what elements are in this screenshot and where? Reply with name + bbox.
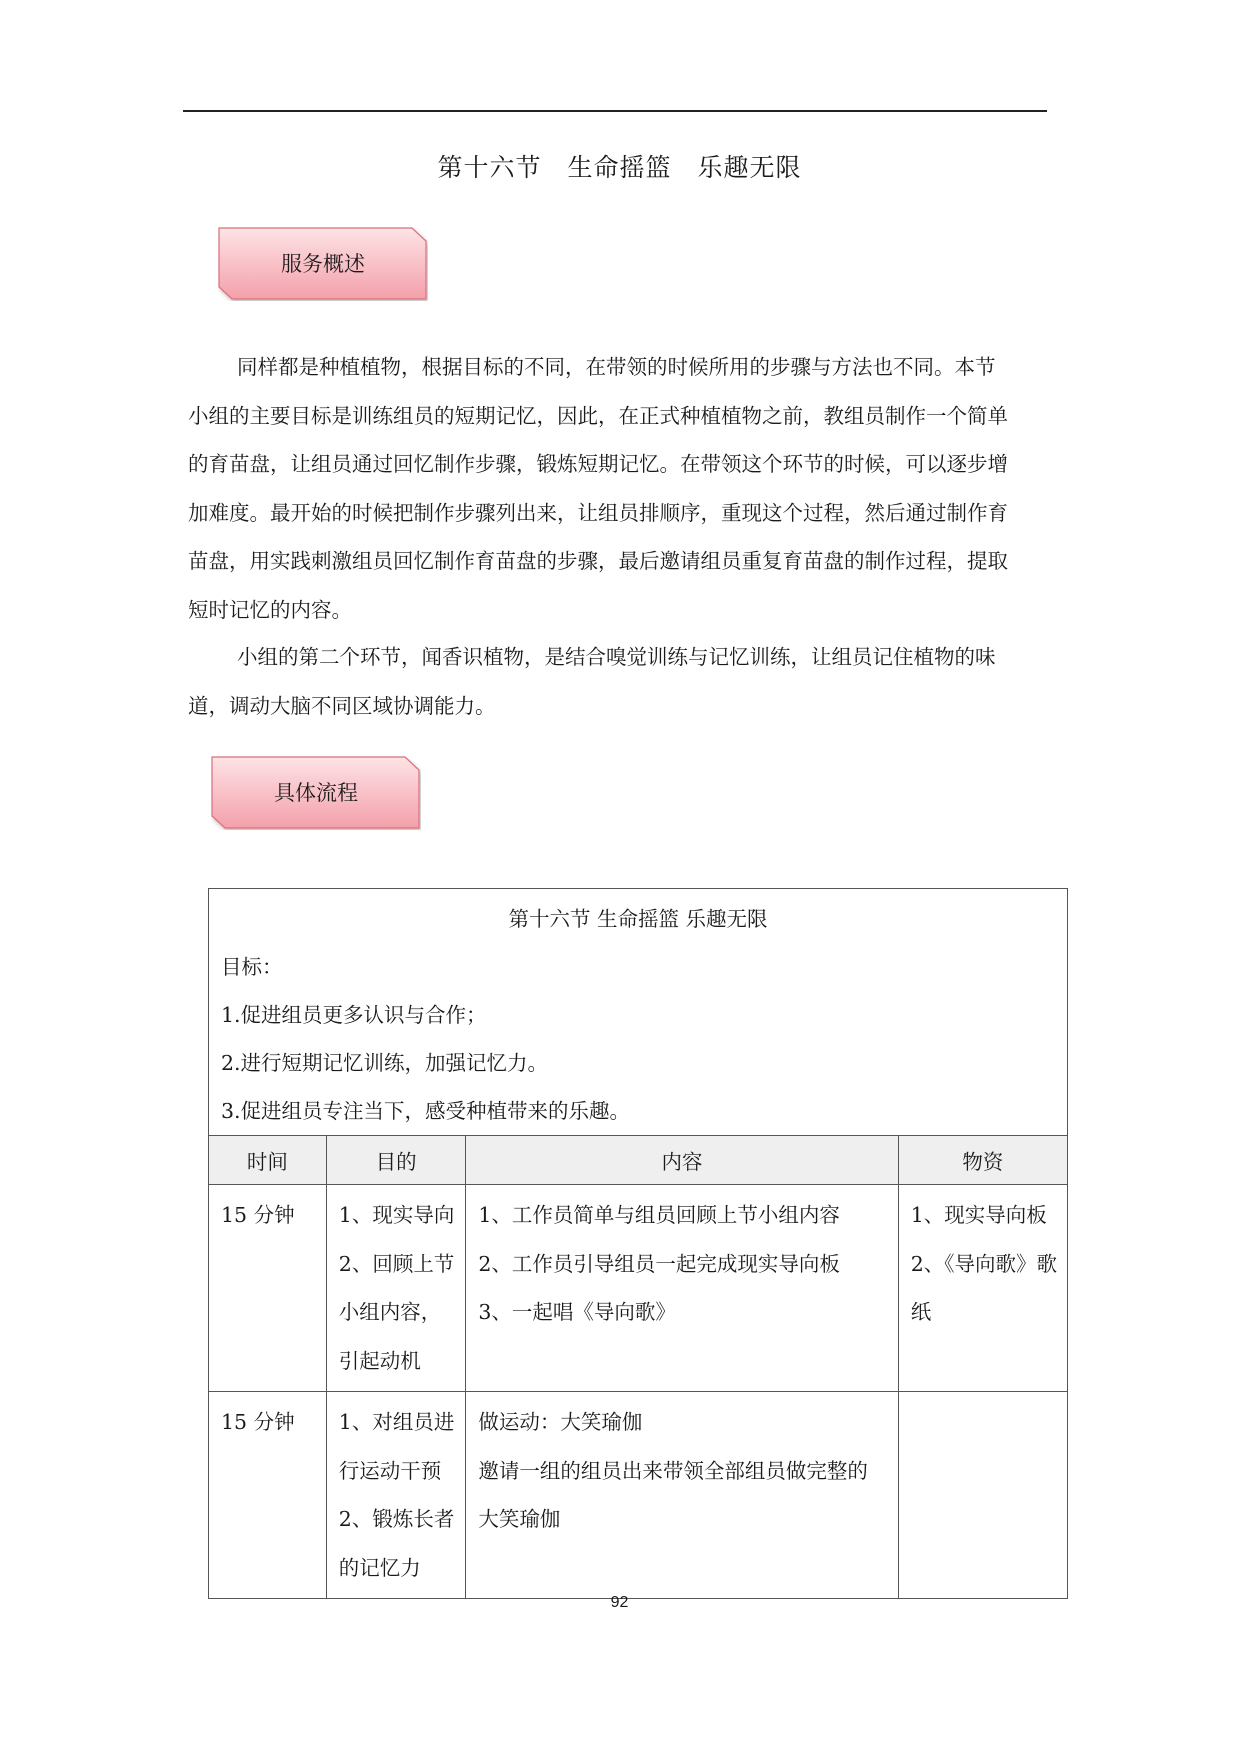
time-text: 15 分钟 [221, 1410, 295, 1434]
p2-line: 小组的第二个环节，闻香识植物，是结合嗅觉训练与记忆训练，让组员记住植物的味 [237, 645, 996, 669]
purpose-line: 行运动干预 [338, 1458, 442, 1483]
table-row [209, 1392, 1068, 1599]
purpose-line: 1、对组员进 [338, 1410, 455, 1434]
row-purpose [326, 1185, 466, 1392]
header-rule [183, 110, 1047, 112]
header-purpose: 目的 [326, 1136, 466, 1185]
purpose-line: 的记忆力 [338, 1555, 421, 1580]
process-tag [211, 756, 421, 830]
overview-paragraph-1 [188, 343, 1048, 634]
header-materials: 物资 [898, 1136, 1067, 1185]
title-part-3: 乐趣无限 [697, 153, 802, 182]
p1-line: 的育苗盘，让组员通过回忆制作步骤，锻炼短期记忆。在带领这个环节的时候，可以逐步增 [188, 452, 1008, 476]
materials-line: 2、《导向歌》歌 [910, 1251, 1057, 1276]
goal-item: 3.促进组员专注当下，感受种植带来的乐趣。 [221, 1099, 631, 1123]
purpose-line: 引起动机 [338, 1348, 421, 1373]
row-time [209, 1392, 327, 1599]
p2-line: 道，调动大脑不同区域协调能力。 [188, 693, 496, 718]
content-line: 2、工作员引导组员一起完成现实导向板 [478, 1251, 840, 1276]
content-line: 1、工作员简单与组员回顾上节小组内容 [478, 1203, 840, 1227]
content-line: 做运动：大笑瑜伽 [478, 1410, 643, 1434]
purpose-line: 1、现实导向 [338, 1203, 455, 1227]
table-title: 第十六节 生命摇篮 乐趣无限 [508, 907, 768, 931]
goals-label: 目标： [221, 955, 283, 979]
p1-line: 小组的主要目标是训练组员的短期记忆，因此，在正式种植植物之前，教组员制作一个简单 [188, 403, 1008, 428]
purpose-line: 2、锻炼长者 [338, 1507, 455, 1531]
p1-line: 短时记忆的内容。 [188, 597, 352, 622]
header-time: 时间 [209, 1136, 327, 1185]
title-part-1: 第十六节 [437, 153, 542, 182]
purpose-line: 2、回顾上节 [338, 1251, 455, 1276]
p1-line: 同样都是种植植物，根据目标的不同，在带领的时候所用的步骤与方法也不同。本节 [237, 355, 996, 379]
goal-item: 1.促进组员更多认识与合作； [221, 1003, 487, 1027]
header-content: 内容 [466, 1136, 898, 1185]
row-content [466, 1392, 898, 1599]
time-text: 15 分钟 [221, 1203, 295, 1227]
goals-cell [209, 889, 1068, 1136]
p1-line: 加难度。最开始的时候把制作步骤列出来，让组员排顺序，重现这个过程，然后通过制作育 [188, 500, 1008, 525]
row-materials [898, 1392, 1067, 1599]
page-number: 92 [610, 1594, 629, 1611]
row-purpose [326, 1392, 466, 1599]
goal-item: 2.进行短期记忆训练，加强记忆力。 [221, 1051, 549, 1075]
session-plan-table [208, 888, 1068, 1599]
row-content [466, 1185, 898, 1392]
title-part-2: 生命摇篮 [567, 153, 672, 182]
overview-tag [218, 227, 428, 301]
table-row [209, 1185, 1068, 1392]
materials-line: 纸 [910, 1300, 932, 1324]
content-line: 3、一起唱《导向歌》 [478, 1300, 676, 1324]
row-materials [898, 1185, 1067, 1392]
overview-tag-label: 服务概述 [281, 252, 365, 276]
content-line: 邀请一组的组员出来带领全部组员做完整的 [478, 1458, 868, 1483]
overview-paragraph-2 [188, 633, 1048, 730]
table-header-row [209, 1136, 1068, 1185]
p1-line: 苗盘，用实践刺激组员回忆制作育苗盘的步骤，最后邀请组员重复育苗盘的制作过程，提取 [188, 549, 1008, 573]
page-title [0, 148, 1239, 184]
purpose-line: 小组内容， [338, 1300, 442, 1324]
materials-line: 1、现实导向板 [910, 1203, 1047, 1227]
process-tag-label: 具体流程 [274, 781, 358, 805]
row-time [209, 1185, 327, 1392]
content-line: 大笑瑜伽 [478, 1507, 561, 1531]
